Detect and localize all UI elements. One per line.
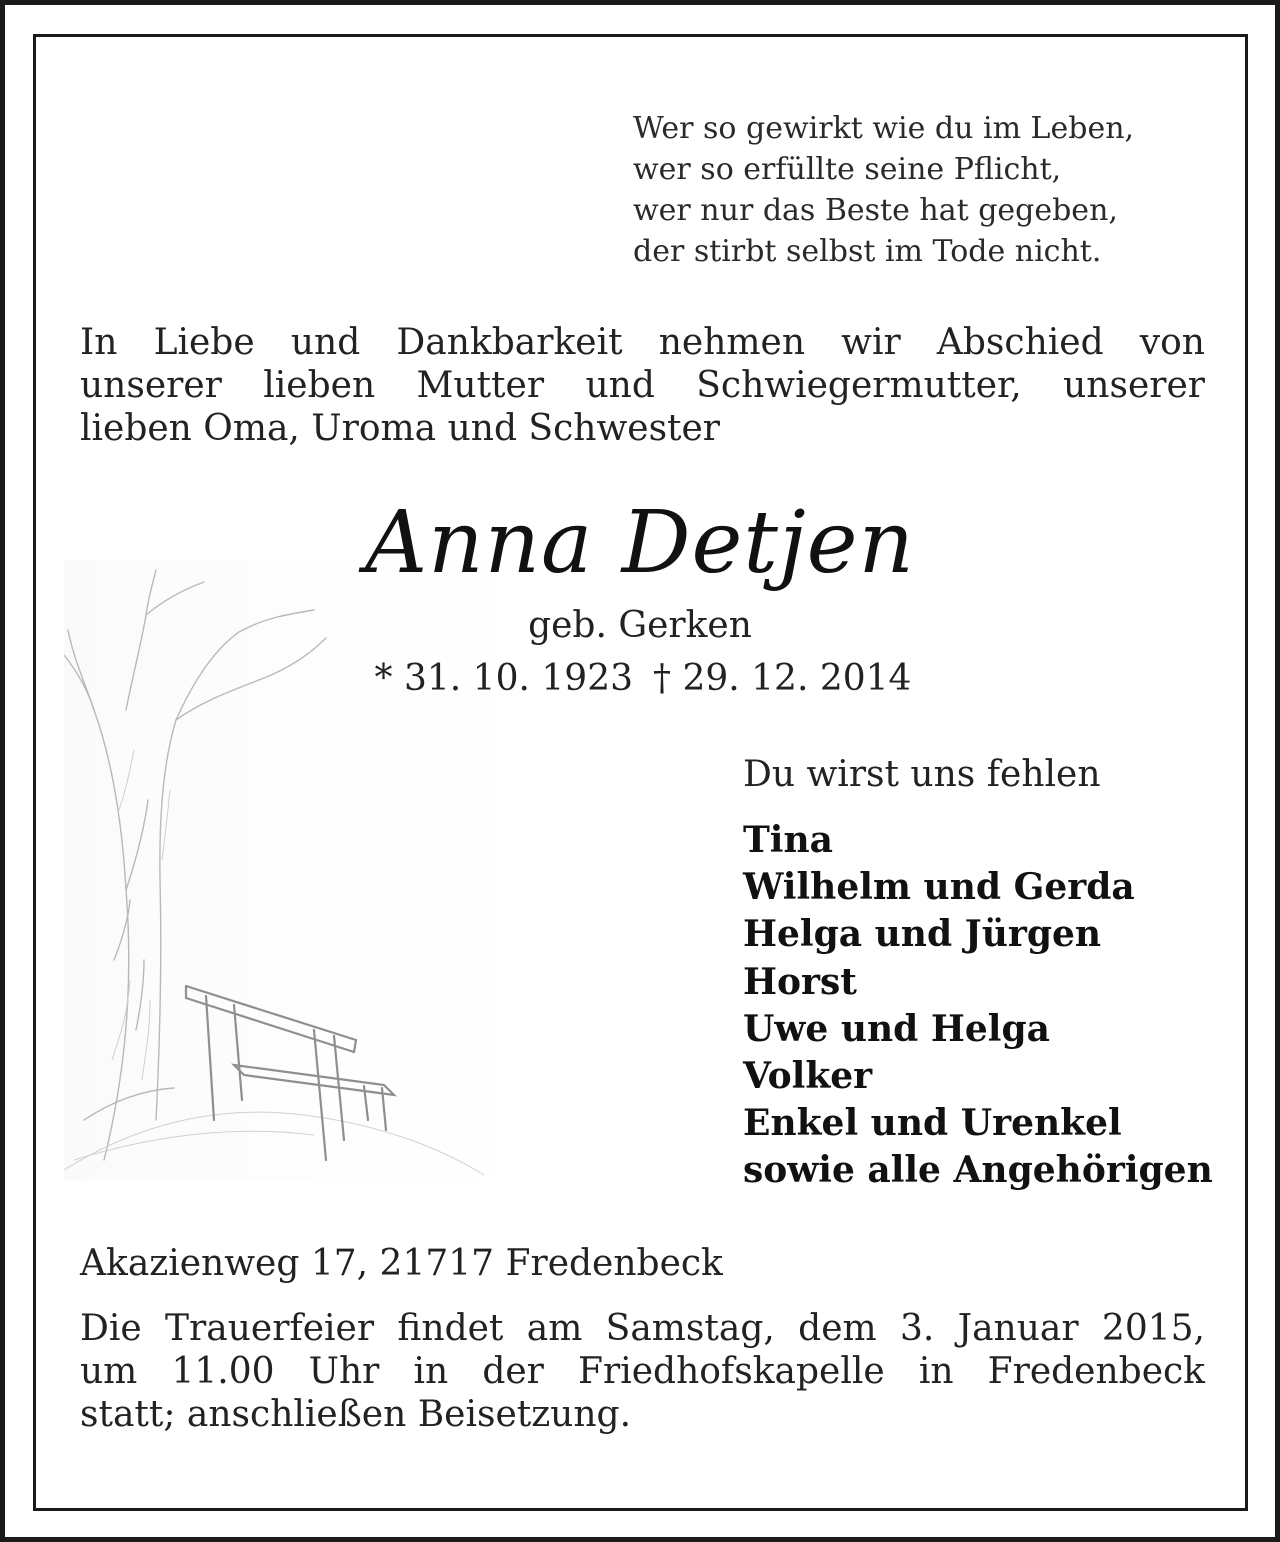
- mourners-list: [743, 817, 1213, 1195]
- mourner-name: Wilhelm und Gerda: [743, 866, 1135, 909]
- service-line: um 11.00 Uhr in der Friedhofskapelle in Fredenbeck: [80, 1351, 1205, 1392]
- intro-line: unserer lieben Mutter und Schwiegermutter, unserer: [80, 365, 1205, 406]
- poem-line: der stirbt selbst im Tode nicht.: [633, 234, 1102, 269]
- birth-date: * 31. 10. 1923: [374, 658, 633, 699]
- mourner-name: Helga und Jürgen: [743, 913, 1102, 956]
- poem-line: wer nur das Beste hat gegeben,: [633, 193, 1118, 228]
- mourner-name: Tina: [743, 819, 833, 861]
- address: Akazienweg 17, 21717 Fredenbeck: [80, 1243, 723, 1284]
- maiden-name: geb. Gerken: [528, 605, 752, 646]
- service-line: Die Trauerfeier findet am Samstag, dem 3. Januar 2015,: [80, 1308, 1205, 1349]
- poem: [633, 108, 1233, 272]
- intro-line: lieben Oma, Uroma und Schwester: [80, 408, 721, 449]
- death-date: † 29. 12. 2014: [653, 658, 912, 699]
- poem-line: wer so erfüllte seine Pflicht,: [633, 152, 1062, 187]
- tree-and-bench-icon: [64, 560, 494, 1180]
- mourner-name: Enkel und Urenkel: [743, 1102, 1122, 1145]
- miss-line: Du wirst uns fehlen: [743, 754, 1101, 795]
- intro-text: [80, 321, 1205, 450]
- mourner-name: sowie alle Angehörigen: [743, 1149, 1213, 1192]
- deceased-name: Anna Detjen: [365, 493, 915, 593]
- service-info: [80, 1307, 1205, 1436]
- service-line: statt; anschließen Beisetzung.: [80, 1394, 632, 1435]
- intro-line: In Liebe und Dankbarkeit nehmen wir Abschied von: [80, 322, 1205, 363]
- mourner-name: Volker: [743, 1055, 873, 1098]
- mourner-name: Horst: [743, 960, 857, 1003]
- poem-line: Wer so gewirkt wie du im Leben,: [633, 111, 1135, 146]
- life-dates: [0, 657, 1280, 701]
- mourner-name: Uwe und Helga: [743, 1007, 1050, 1050]
